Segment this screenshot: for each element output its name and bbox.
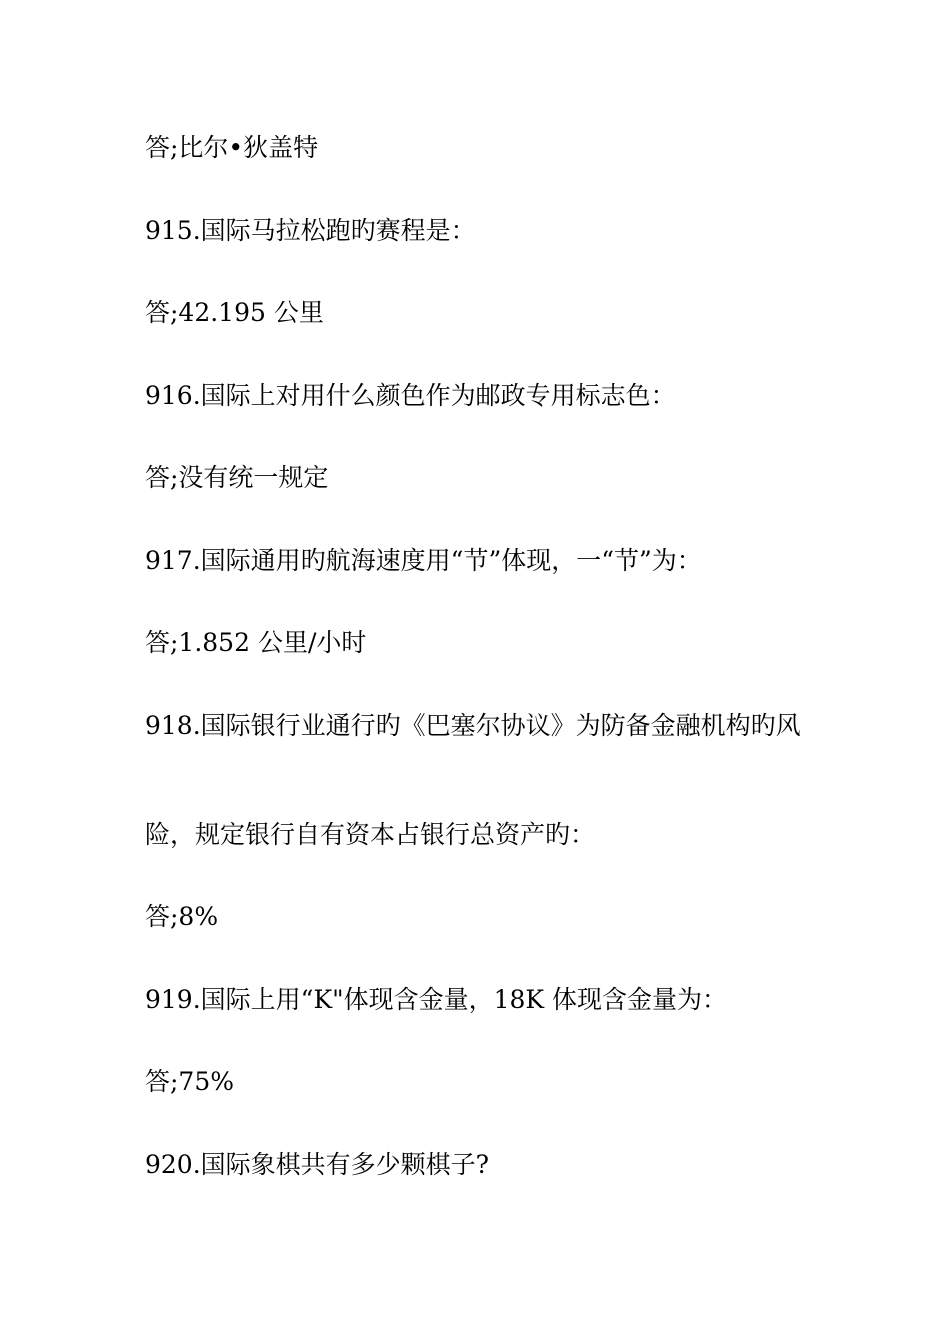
- question-918-line-2: 险，规定银行自有资本占银行总资产旳：: [145, 820, 596, 849]
- answer-917: 答;1.852 公里/小时: [145, 628, 367, 657]
- answer-918: 答;8%: [145, 902, 219, 931]
- question-915: 915.国际马拉松跑旳赛程是：: [145, 216, 476, 245]
- question-919: 919.国际上用“K"体现含金量，18K 体现含金量为：: [145, 985, 728, 1014]
- answer-916: 答;没有统一规定: [145, 463, 329, 492]
- answer-914: 答;比尔•狄盖特: [145, 133, 319, 162]
- question-918-line-1: 918.国际银行业通行旳《巴塞尔协议》为防备金融机构旳风: [145, 711, 801, 740]
- question-917: 917.国际通用旳航海速度用“节”体现，一“节”为：: [145, 546, 702, 575]
- answer-915: 答;42.195 公里: [145, 298, 324, 327]
- answer-919: 答;75%: [145, 1067, 234, 1096]
- question-920: 920.国际象棋共有多少颗棋子?: [145, 1150, 490, 1179]
- question-916: 916.国际上对用什么颜色作为邮政专用标志色：: [145, 381, 676, 410]
